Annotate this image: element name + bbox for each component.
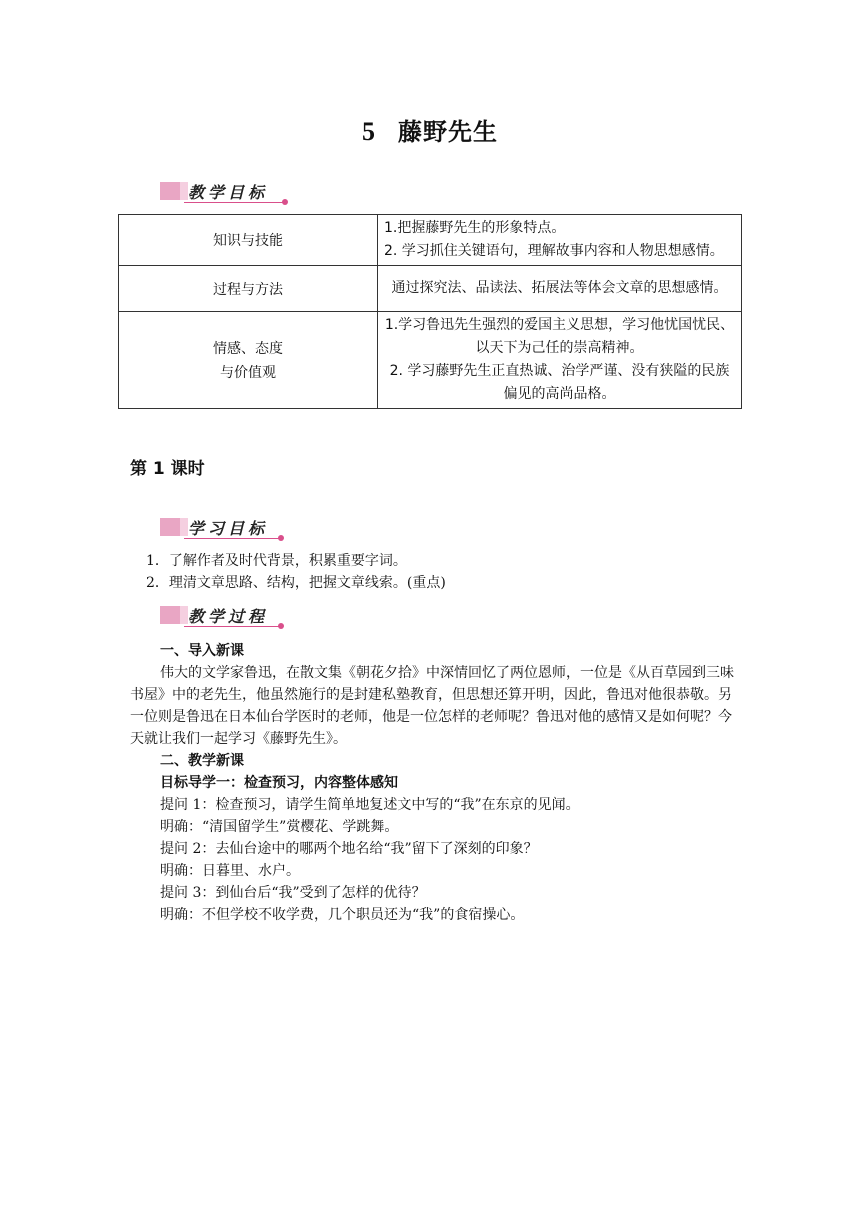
lesson-number: 5 [362,117,376,146]
goal-line: 1.学习鲁迅先生强烈的爱国主义思想，学习他忧国忧民、以天下为己任的崇高精神。 [384,317,735,356]
banner-dot [278,535,284,541]
banner-line [184,202,284,203]
qa-line: 明确：“清国留学生”赏樱花、学跳舞。 [160,819,399,835]
learning-goals-list [146,550,756,594]
banner-dot [278,623,284,629]
banner-label: 学习目标 [188,519,269,538]
qa-line: 明确：日暮里、水户。 [160,863,300,879]
goal-category: 知识与技能 [119,215,378,266]
goal-category-line: 与价值观 [220,365,276,381]
lesson-title-text: 藤野先生 [398,118,498,146]
banner-dot [282,199,288,205]
goal-line: 通过探究法、品读法、拓展法等体会文章的思想感情。 [391,280,728,296]
banner-decoration [180,182,188,200]
learning-goals-banner [160,516,380,542]
goal-line: 2. 学习藤野先生正直热诚、治学严谨、没有狭隘的民族偏见的高尚品格。 [389,363,730,402]
teaching-process [130,640,740,926]
section-heading: 一、导入新课 [160,643,244,659]
qa-line: 提问 2：去仙台途中的哪两个地名给“我”留下了深刻的印象？ [160,841,538,857]
teaching-process-banner [160,604,380,630]
lesson-period-heading: 第 1 课时 [130,459,205,479]
table-row [119,215,742,266]
teaching-goals-banner [160,180,380,206]
goal-category-line: 情感、态度 [213,341,283,357]
goal-description [378,215,742,266]
banner-line [184,538,280,539]
banner-line [184,626,280,627]
qa-line: 提问 3：到仙台后“我”受到了怎样的优待？ [160,885,426,901]
banner-decoration [180,518,188,536]
goal-line: 1.把握藤野先生的形象特点。 [384,220,566,236]
lesson-title [0,112,860,147]
banner-label: 教学过程 [188,607,269,626]
qa-line: 提问 1：检查预习，请学生简单地复述文中写的“我”在东京的见闻。 [160,797,580,813]
section-paragraph: 伟大的文学家鲁迅，在散文集《朝花夕拾》中深情回忆了两位恩师，一位是《从百草园到三味书屋》中的老先生，他虽然施行的是封建私塾教育，但思想还算开明，因此，鲁迅对他很恭敬。另一位则是鲁迅在日本仙台学医时的老师，他是一位怎样的老师呢？鲁迅对他的感情又是如何呢？今天就让我们一起学习《藤野先生》。 [130,665,734,747]
list-item: 1．了解作者及时代背景，积累重要字词。 [146,553,407,569]
banner-label: 教学目标 [188,183,269,202]
subsection-heading: 目标导学一：检查预习，内容整体感知 [160,775,398,791]
goal-category [119,312,378,409]
qa-line: 明确：不但学校不收学费，几个职员还为“我”的食宿操心。 [160,907,525,923]
table-row [119,312,742,409]
goal-category: 过程与方法 [119,266,378,312]
banner-decoration [180,606,188,624]
teaching-goals-table [118,214,742,409]
goal-line: 2. 学习抓住关键语句，理解故事内容和人物思想感情。 [384,243,724,259]
goal-description [378,312,742,409]
section-heading: 二、教学新课 [160,753,244,769]
list-item: 2．理清文章思路、结构，把握文章线索。(重点) [146,575,446,591]
goal-description [378,266,742,312]
table-row [119,266,742,312]
